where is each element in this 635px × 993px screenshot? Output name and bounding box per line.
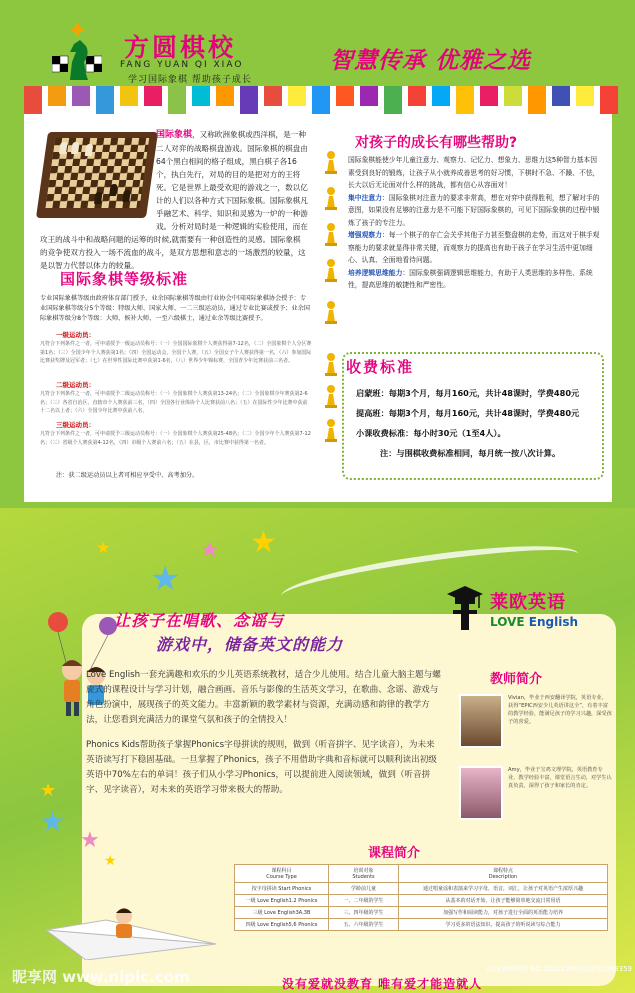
help-item-text: ：国际象棋强调逻辑思维能力，有助于人类思维的多样性、系统性，提高思维的敏捷性和严密性。 — [348, 268, 593, 289]
footer-slogan: 没有爱就没教育 唯有爱才能造就人 — [282, 977, 483, 991]
teacher-desc-vivian: Vivian，毕业于西安翻译学院，英语专业，获得“EPIC西安少儿英语讲这全”，有着丰富的教学经验，能满足孩子的学习兴趣，深受孩子的喜爱。 — [508, 695, 612, 725]
grade-level-2-heading: 二级运动员： — [56, 381, 95, 389]
grade-standard-intro: 专业国际象棋等级由政府体育部门授予，业余国际象棋等级由行业协会中国国际象棋协会授予：专业国际象棋等级分5个等级：特级大师、国家大师、一二三级运动员，通过专业比赛或授予；业余国际象棋等级分8个等级：大师、候补大师、一至六级棋士，通过业余等级比赛授予。 — [40, 295, 310, 322]
chess-knight-logo-icon — [52, 22, 102, 82]
color-flag — [456, 86, 474, 114]
color-flag — [24, 86, 42, 114]
color-flag — [168, 86, 186, 114]
school-motto: 智慧传承 优雅之选 — [330, 48, 532, 74]
grade-standard-title: 国际象棋等级标准 — [60, 270, 189, 288]
english-paragraph-2: Phonics Kids帮助孩子掌握Phonics字母拼读的规则，做到（听音拼字、见字读音），为未来英语读写打下稳固基础。一旦掌握了Phonics，孩子不用借助字典和音标就可以顺利读出初级英语中70%左右的单词！孩子们从小学习Phonics，可以提前进入阅读领域，做到（听音拼字、见字读音），对未来的英语学习带来极大的帮助。 — [86, 740, 437, 795]
grade-level-3-text: 凡符合下列条件之一者，可申请授予三级运动员称号：（一）全国象棋个人赛获第25-48名；（二）全国少年个人赛获第7-12名；（三）省级个人赛获第4-12名，（四）市级个人赛前六名；（五）在县，区，市比赛中获得第一名者。 — [40, 431, 311, 446]
star-icon: ★ — [40, 805, 66, 838]
grade-level-3-heading: 三级运动员： — [56, 421, 95, 429]
star-icon: ★ — [40, 780, 57, 801]
teacher-photo-vivian — [459, 694, 503, 748]
color-flag — [288, 86, 306, 106]
pawn-icon — [323, 258, 339, 282]
help-section-body — [348, 154, 603, 292]
table-cell: 一级 Love English1.2 Phonics — [235, 895, 329, 907]
help-item-label: 集中注意力 — [348, 193, 382, 202]
english-brand-title: 莱欧英语 — [490, 592, 566, 613]
color-flag — [192, 86, 210, 106]
school-slogan: 学习国际象棋 帮助孩子成长 — [128, 75, 252, 85]
chess-intro-text — [40, 128, 308, 272]
color-flag — [72, 86, 90, 106]
color-flag — [264, 86, 282, 106]
fee-note: 注：与围棋收费标准相同，每月统一按八次计算。 — [380, 448, 561, 458]
color-flag — [336, 86, 354, 106]
star-icon: ★ — [150, 559, 181, 599]
pawn-icon — [323, 222, 339, 246]
english-headline-line2: 游戏中，储备英文的能力 — [156, 635, 344, 654]
site-watermark: 昵享网 www.nipic.com — [12, 968, 190, 986]
table-row — [235, 907, 608, 919]
color-flag — [528, 86, 546, 114]
school-name: 方圆棋校 — [124, 33, 237, 62]
color-flag — [432, 86, 450, 106]
pawn-icon — [323, 150, 339, 174]
table-cell: 按字母拼读 Start Phonics — [235, 883, 329, 895]
english-headline-line1: 让孩子在唱歌、念谣与 — [114, 611, 285, 630]
table-cell: 加强写作和阅读能力，对孩子进行全面的英语能力培养 — [399, 907, 608, 919]
course-header-type: 课程科目 Course Type — [235, 865, 329, 883]
watermark-id: ID:3998825 NO:20121206161051068359 — [486, 965, 632, 973]
help-intro: 国际象棋能使少年儿童注意力、观察力、记忆力、想象力、思维力这5种智力基本因素受到良好的锻炼，让孩子从小就养成善思考的好习惯，下棋时不急、不躁、不怯，长大以后无论面对什么样的挑战，都有信心从容面对！ — [348, 156, 600, 189]
star-icon: ★ — [200, 538, 220, 563]
table-row — [235, 895, 608, 907]
grade-level-1-heading: 一级运动员： — [56, 331, 95, 339]
fee-line-beginner: 启蒙班：每期3个月，每月160元，共计48课时，学费480元 — [356, 388, 580, 398]
pawn-icon — [323, 384, 339, 408]
teacher-photo-amy — [459, 766, 503, 820]
course-table — [234, 864, 608, 931]
course-header-description: 课程特点 Description — [399, 865, 608, 883]
star-icon: ★ — [80, 828, 100, 853]
color-flag — [120, 86, 138, 106]
brand-love-text: LOVE — [490, 615, 525, 629]
pawn-icon — [323, 352, 339, 376]
course-table-header — [235, 865, 608, 883]
table-cell: 四级 Love English5,6 Phonics — [235, 919, 329, 931]
fee-title: 收费标准 — [346, 358, 415, 376]
color-flag — [384, 86, 402, 114]
paper-plane-boy-illustration — [46, 900, 216, 960]
school-name-pinyin: FANG YUAN QI XIAO — [120, 60, 244, 70]
color-flag — [504, 86, 522, 106]
brand-english-text: English — [524, 615, 579, 629]
help-item-text: ：国际象棋对注意力的要求非常高，想在对弈中获得胜利，想了解对手的意图，如果没有足够的注意力是不可能下好国际象棋的，可见下国际象棋的过程中锻炼了孩子的专注力。 — [348, 193, 600, 227]
color-flag — [408, 86, 426, 106]
grade-level-1-text: 凡符合下列条件之一者，可申请授予一级运动员称号：（一）全国国际象棋个人赛获得第7-12名，（二）全国象棋个人分区赛第1名；（三）全国少年个人赛获第1名；（四）全国运动会，全国个人赛，（五）全国女子个人赛获得第一名，（六）参加国际比赛获奖牌及冠军者；（七）在世界性国际比赛中获第1-6名，（八）世界少年锦标赛，全国青少年比赛获前三名者。 — [40, 341, 312, 364]
grade-level-2-text: 凡符合下列条件之一者，可申请授予二级运动员称号：（一）全国象棋个人赛获第13-24名；（二）全国象棋少年赛获第2-6名；（三）各省自治区，直辖市个人赛获前三名，（四）全国各行业体协个人比赛获前八名；（五）在国际性少年比赛中获前十二名以上者；（六）全国少年比赛中获前八名。 — [40, 391, 308, 414]
color-flag — [240, 86, 258, 114]
fee-line-small-class: 小课收费标准：每小时30元（1至4人）。 — [356, 428, 506, 438]
course-section-title: 课程简介 — [368, 846, 421, 861]
grade-note: 注：获二级运动员以上者可相应享受中、高考加分。 — [56, 472, 199, 479]
help-section-title: 对孩子的成长有哪些帮助? — [355, 135, 518, 151]
star-icon: ★ — [104, 853, 117, 869]
table-cell: 一、二年级的学生 — [329, 895, 399, 907]
fee-line-advanced: 提高班：每期3个月，每月160元，共计48课时，学费480元 — [356, 408, 580, 418]
table-cell: 通过唱童谣和表演来学习字母，语音，词汇，让孩子对英语产生浓厚兴趣 — [399, 883, 608, 895]
star-icon: ★ — [96, 538, 111, 557]
color-flag — [480, 86, 498, 106]
english-paragraph-1: Love English一套充满趣和欢乐的少儿英语系统教材，适合少儿使用。结合儿童大脑主题与螺旋式的课程设计与学习计划，融合画画、音乐与影像的生活英文学习，在歌曲、念谣、游戏与角色扮演中，展现孩子的英文能力。丰富新颖的教学素材与资源，充满动感和韵律的教学方法，让您看到充满活力的课堂气氛和孩子的全情投入！ — [86, 670, 441, 725]
course-header-students: 培训对象 Students — [329, 865, 399, 883]
table-row — [235, 883, 608, 895]
table-cell: 三级 Love English3A,3B — [235, 907, 329, 919]
table-cell: 学习更多的语法知识，提高孩子的听说读写综合能力 — [399, 919, 608, 931]
color-flag — [144, 86, 162, 106]
help-item-text: ：每一个棋子的存亡会关乎其他子力甚至整盘棋的走势，而这对于棋手观察能力的要求就显得非常关键，而观察力的提高也有助于孩子在学习生活中更加细心、认真、全面地看待问题。 — [348, 231, 600, 264]
teacher-section-title: 教师简介 — [490, 672, 543, 687]
pawn-icon — [323, 300, 339, 324]
table-cell: 三、四年级的学生 — [329, 907, 399, 919]
color-flag — [96, 86, 114, 114]
color-flag — [216, 86, 234, 106]
chess-intro-body: ，又称欧洲象棋或西洋棋，是一种二人对弈的战略棋盘游戏。国际象棋的棋盘由64个黑白相间的格子组成，黑白棋子各16个，执白先行，对局的目的是把对方的王将死。它是世界上最受欢迎的游戏之一，数以亿计的人们以各种方式下国际象棋。国际象棋凡乎融艺术、科学、知识和灵感为一炉的一种游戏。分析对局时是一种逻辑的实验使用，而在攻王的战斗中和战略问题的运筹的时候,就需要有一种创造性的灵感。国际象棋的竞争使双方投入一场不流血的战斗，是双方思想和意志的一场激烈的较量，这是以智力代替以体力的较量。 — [40, 130, 308, 270]
color-flag — [360, 86, 378, 106]
color-flag — [552, 86, 570, 106]
english-description — [86, 668, 442, 798]
table-row — [235, 919, 608, 931]
star-icon: ★ — [250, 525, 277, 560]
english-brand-subtitle — [490, 615, 578, 629]
chess-intro-lead: 国际象棋 — [156, 130, 193, 140]
table-cell: 五、六年级的学生 — [329, 919, 399, 931]
pawn-icon — [323, 186, 339, 210]
color-flag — [576, 86, 594, 106]
color-flag — [48, 86, 66, 106]
graduation-cap-logo-icon — [447, 586, 483, 634]
pawn-icon — [323, 418, 339, 442]
help-item-label: 培养逻辑思维能力 — [348, 268, 403, 277]
color-flag-strip — [24, 86, 612, 114]
color-flag — [312, 86, 330, 114]
teacher-desc-amy: Amy，毕业于宝鸡文理学院，英语教育专业，教学经验丰富，课堂语言生动，对学生认真负责，深得了孩子和家长的肯定。 — [508, 767, 612, 789]
color-flag — [600, 86, 618, 114]
table-cell: 从基本的对话开始，让孩子能够简单地交流日常用语 — [399, 895, 608, 907]
table-cell: 学龄前儿童 — [329, 883, 399, 895]
help-item-label: 增强观察力 — [348, 231, 382, 239]
